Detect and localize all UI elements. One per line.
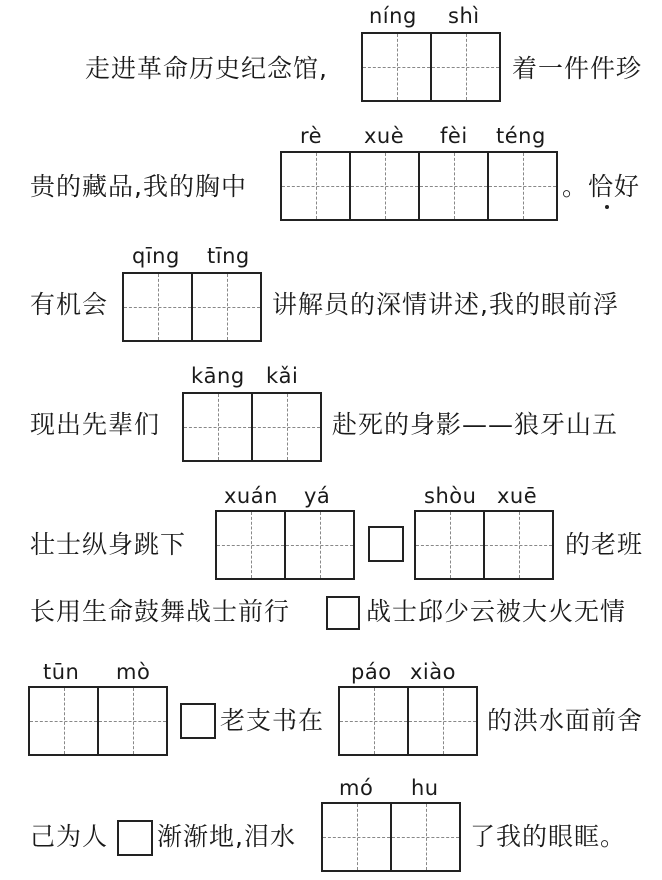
line2-text-after: 。恰好: [562, 172, 641, 201]
pinyin-xue2: xuē: [497, 484, 538, 508]
line8-text-middle: 渐渐地,泪水: [157, 822, 296, 851]
grid-cell[interactable]: [483, 512, 552, 578]
line3-text-after: 讲解员的深情讲述,我的眼前浮: [272, 290, 619, 319]
line1-text-before: 走进革命历史纪念馆,: [85, 54, 328, 83]
line8-text-after: 了我的眼眶。: [470, 822, 627, 851]
pinyin-fei: fèi: [440, 124, 468, 148]
grid-cell[interactable]: [323, 804, 390, 870]
pinyin-qing: qīng: [132, 244, 180, 268]
grid-cell[interactable]: [416, 512, 483, 578]
pinyin-pao: páo: [351, 660, 392, 684]
pinyin-mo2: mó: [339, 776, 374, 800]
punctuation-box[interactable]: [326, 596, 360, 630]
punctuation-box[interactable]: [180, 703, 216, 739]
line3-text-before: 有机会: [30, 290, 109, 319]
pinyin-kai: kǎi: [266, 364, 299, 388]
answer-grid-qingting[interactable]: [122, 272, 262, 342]
grid-cell[interactable]: [191, 274, 260, 340]
pinyin-teng: téng: [496, 124, 546, 148]
line4-text-before: 现出先辈们: [30, 410, 161, 439]
pinyin-ya: yá: [304, 484, 331, 508]
line4-text-after: 赴死的身影——狼牙山五: [332, 410, 619, 439]
answer-grid-tunmo[interactable]: [28, 686, 168, 756]
line5-text-after: 的老班: [565, 530, 644, 559]
answer-grid-mohu[interactable]: [321, 802, 461, 872]
line7-text-middle: 老支书在: [220, 706, 325, 735]
grid-cell[interactable]: [340, 688, 407, 754]
line6-text-after: 战士邱少云被大火无情: [366, 597, 627, 626]
grid-cell[interactable]: [251, 394, 320, 460]
line5-text-before: 壮士纵身跳下: [30, 530, 187, 559]
grid-cell[interactable]: [349, 153, 418, 219]
grid-cell[interactable]: [487, 153, 556, 219]
answer-grid-rexuefeiteng[interactable]: [280, 151, 558, 221]
grid-cell[interactable]: [390, 804, 459, 870]
pinyin-hu: hu: [411, 776, 439, 800]
pinyin-ning: níng: [369, 4, 417, 28]
pinyin-re: rè: [300, 124, 323, 148]
pinyin-ting: tīng: [207, 244, 250, 268]
line2-text-before: 贵的藏品,我的胸中: [30, 172, 247, 201]
pinyin-tun: tūn: [43, 660, 80, 684]
line8-text-before: 己为人: [30, 822, 109, 851]
grid-cell[interactable]: [282, 153, 349, 219]
answer-grid-xuanya[interactable]: [215, 510, 355, 580]
punctuation-box[interactable]: [368, 526, 404, 562]
line1-text-after: 着一件件珍: [512, 54, 643, 83]
pinyin-xue: xuè: [364, 124, 405, 148]
pinyin-kang: kāng: [191, 364, 245, 388]
pinyin-shi: shì: [448, 4, 480, 28]
pinyin-shou: shòu: [424, 484, 477, 508]
pinyin-xuan: xuán: [224, 484, 278, 508]
grid-cell[interactable]: [284, 512, 353, 578]
line6-text: 长用生命鼓舞战士前行: [30, 597, 291, 626]
grid-cell[interactable]: [363, 34, 430, 100]
answer-grid-shouxue[interactable]: [414, 510, 554, 580]
grid-cell[interactable]: [407, 688, 476, 754]
grid-cell[interactable]: [30, 688, 97, 754]
grid-cell[interactable]: [184, 394, 251, 460]
pinyin-xiao: xiào: [410, 660, 456, 684]
punctuation-box[interactable]: [117, 820, 153, 856]
grid-cell[interactable]: [430, 34, 499, 100]
emphasis-dot: [605, 205, 609, 209]
answer-grid-ningshi[interactable]: [361, 32, 501, 102]
pinyin-mo: mò: [116, 660, 151, 684]
grid-cell[interactable]: [217, 512, 284, 578]
grid-cell[interactable]: [97, 688, 166, 754]
answer-grid-kangkai[interactable]: [182, 392, 322, 462]
line7-text-after: 的洪水面前舍: [487, 706, 644, 735]
grid-cell[interactable]: [418, 153, 487, 219]
answer-grid-paoxiao[interactable]: [338, 686, 478, 756]
grid-cell[interactable]: [124, 274, 191, 340]
